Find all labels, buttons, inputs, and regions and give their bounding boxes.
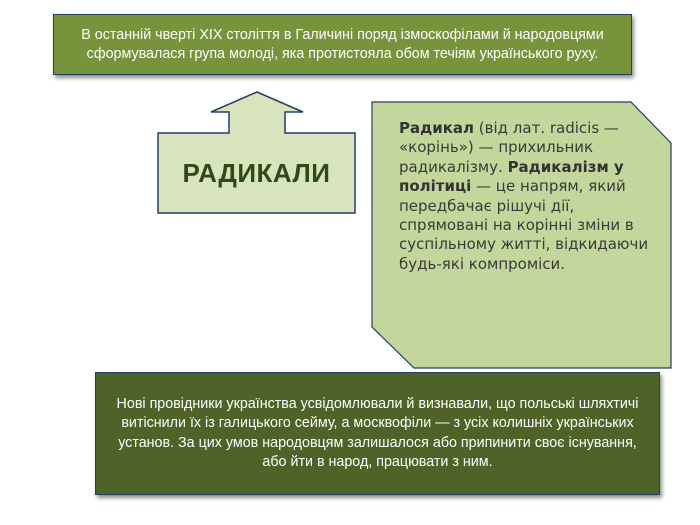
definition-radicalism: — це напрям, який передбачає рішучі дії, спрямовані на корінні зміни в суспільному житті, відкидаючи будь-які компроміси. [399, 177, 649, 273]
definition-radical: (від лат. radicis — «корінь») — прихильник радикалізму. [399, 119, 619, 176]
bottom-info-box [95, 372, 660, 495]
radicals-label: РАДИКАЛИ [182, 157, 331, 188]
definition-text [399, 119, 661, 274]
bottom-info-text: Нові провідники українства усвідомлювали й визнавали, що польські шляхтичі витіснили їх із галицького сейму, а москвофіли — з усіх колишніх українських установ. За цих умов народовцям залишалося або припинити своє існування, або йти в народ, працювати з ним. [116, 395, 639, 470]
term-radicalism: Радикалізм у політиці [399, 157, 624, 196]
top-info-text: В останній чверті XIX століття в Галичині поряд ізмоскофілами й народовцями сформувалася група молоді, яка протистояла обом течіям українського руху. [81, 26, 604, 62]
top-info-box [53, 14, 632, 75]
term-radical: Радикал [399, 119, 475, 137]
